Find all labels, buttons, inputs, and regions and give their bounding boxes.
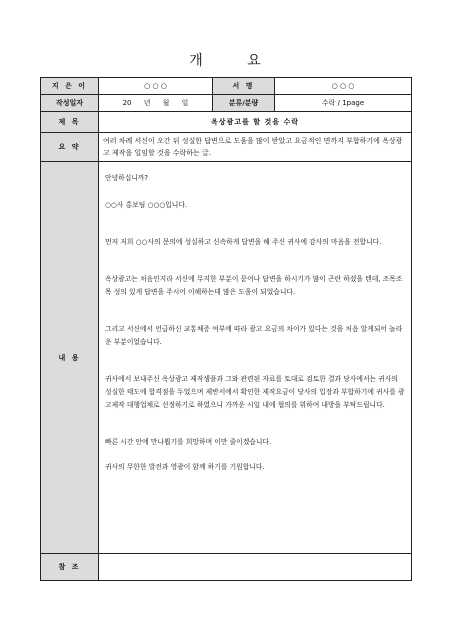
closing-paragraph: 빠른 시간 안에 만나뵙기를 희망하며 이만 줄이겠습니다. (105, 438, 272, 446)
date-row (41, 95, 412, 112)
wishes-paragraph: 귀사의 무한한 발전과 영광이 함께 하기를 기원합니다. (105, 463, 265, 471)
decision-paragraph: 귀사에서 보내주신 옥상광고 제작샘플과 그와 관련된 자료를 토대로 검토한 결과 당사에서는 귀사의 성실한 태도에 합격점을 두었으며 제반서에서 확인한 제작요금이 당사의 입장과 부합하기에 귀사를 광고제작 대행업체로 선정하기로 하였으니 가까운 시일 내에 협의를 위하여 내방을 부탁드립니다. (105, 375, 405, 409)
reference-row (41, 554, 412, 581)
document-title: 개 요 (189, 53, 281, 69)
content-label: 내 용 (41, 162, 99, 554)
subject-value: 옥상광고를 할 것을 수락 (99, 112, 412, 133)
subject-row (41, 112, 412, 133)
summary-form-table (40, 77, 412, 581)
summary-value: 여러 차례 서신이 오간 뒤 성실한 답변으로 도움을 많이 받았고 요금적인 면까지 부합하기에 옥상광고 제작을 일임할 것을 수락하는 글. (99, 133, 412, 162)
author-value: ○ ○ ○ (99, 78, 213, 95)
signature-label: 서 명 (213, 78, 275, 95)
date-value: 20 년 월 일 (99, 95, 213, 112)
subject-label: 제 목 (41, 112, 99, 133)
intro-paragraph: ○○사 홍보팀 ○○○입니다. (105, 201, 188, 209)
pricing-paragraph: 그리고 서신에서 언급하신 교통체증 여부에 따라 광고 요금의 차이가 있다는 것을 처음 알게되어 놀라운 부분이었습니다. (105, 325, 403, 346)
reference-value (99, 554, 412, 581)
category-label: 분류/분량 (213, 95, 275, 112)
date-label: 작성일자 (41, 95, 99, 112)
signature-value: ○ ○ ○ (275, 78, 412, 95)
category-value: 수락 / 1page (275, 95, 412, 112)
content-body (99, 162, 412, 554)
greeting-paragraph: 안녕하십니까? (105, 174, 149, 182)
summary-row (41, 133, 412, 162)
appreciation-paragraph: 옥상광고는 처음인지라 서신에 무지한 부분이 묻어나 답변을 하시기가 많이 곤란 하셨을 텐데, 조목조목 성의 있게 답변을 주시어 이해하는데 많은 도움이 되었습니다. (105, 275, 403, 296)
content-row (41, 162, 412, 554)
author-row (41, 78, 412, 95)
reference-label: 참 조 (41, 554, 99, 581)
thanks-paragraph: 먼저 저희 ○○사의 문의에 성실하고 신속하게 답변을 해 주신 귀사에 감사의 마음을 전합니다. (105, 238, 382, 246)
summary-label: 요 약 (41, 133, 99, 162)
author-label: 지 은 이 (41, 78, 99, 95)
